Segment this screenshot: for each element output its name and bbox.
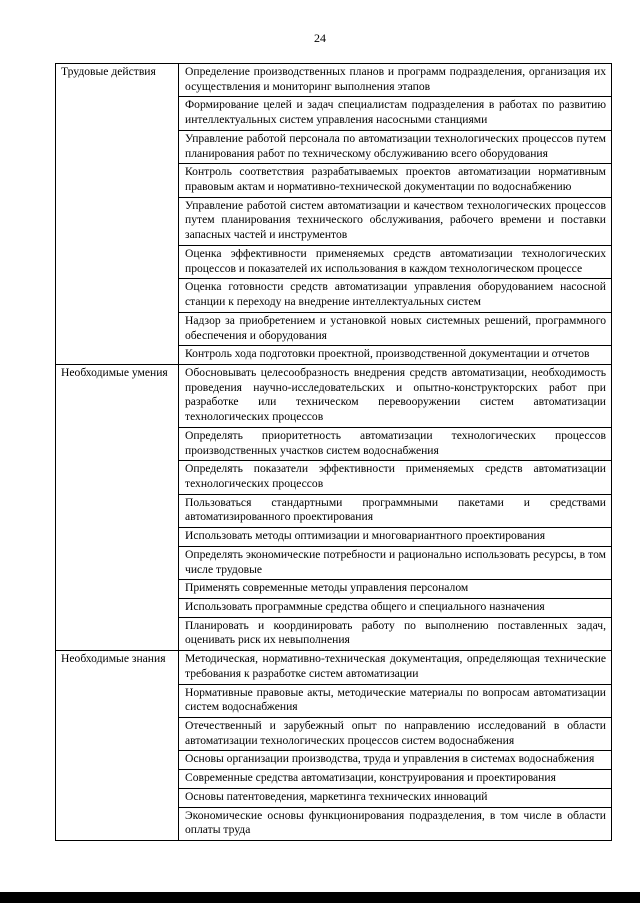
table-cell: Контроль хода подготовки проектной, производственной документации и отчетов bbox=[185, 347, 590, 361]
table-row bbox=[56, 64, 612, 365]
table-cell: Планировать и координировать работу по выполнению поставленных задач, оценивать риск их невыполнения bbox=[185, 618, 606, 647]
table-cell: Пользоваться стандартными программными пакетами и средствами автоматизированного проектирования bbox=[179, 495, 611, 528]
table-cell: Экономические основы функционирования подразделения, в том числе в области оплаты труда bbox=[185, 808, 606, 837]
table-cell: Основы организации производства, труда и управления в системах водоснабжения bbox=[179, 751, 611, 770]
group-label-required-knowledge: Необходимые знания bbox=[56, 651, 179, 841]
table-cell: Методическая, нормативно-техническая документация, определяющая технические требования к разработке систем автоматизации bbox=[179, 651, 611, 684]
table-cell: Отечественный и зарубежный опыт по направлению исследований в области автоматизации технологических процессов систем водоснабжения bbox=[179, 718, 611, 751]
group-items-labor-actions bbox=[179, 64, 612, 365]
page-bottom-rule bbox=[0, 892, 640, 903]
table-row bbox=[56, 651, 612, 841]
table-cell: Формирование целей и задач специалистам подразделения в работах по развитию интеллектуальных систем управления насосными станциями bbox=[179, 97, 611, 130]
table-cell: Применять современные методы управления персоналом bbox=[179, 580, 611, 599]
page-number: 24 bbox=[314, 31, 326, 45]
table-row bbox=[56, 364, 612, 650]
table-cell: Контроль соответствия разрабатываемых проектов автоматизации нормативным правовым актам и нормативно-технической документации по водоснабжению bbox=[179, 164, 611, 197]
table-cell: Определять экономические потребности и рационально использовать ресурсы, в том числе трудовые bbox=[179, 547, 611, 580]
group-label-required-skills: Необходимые умения bbox=[56, 364, 179, 650]
table-cell: Нормативные правовые акты, методические материалы по вопросам автоматизации систем водоснабжения bbox=[179, 685, 611, 718]
table-cell: Определять приоритетность автоматизации технологических процессов производственных участков систем водоснабжения bbox=[179, 428, 611, 461]
table-cell: Современные средства автоматизации, конструирования и проектирования bbox=[179, 770, 611, 789]
table-cell: Надзор за приобретением и установкой новых системных решений, программного обеспечения и оборудования bbox=[179, 313, 611, 346]
table-cell: Использовать программные средства общего и специального назначения bbox=[179, 599, 611, 618]
table-cell: Определение производственных планов и программ подразделения, организация их осуществления и мониторинг выполнения этапов bbox=[179, 64, 611, 97]
table-cell: Оценка эффективности применяемых средств автоматизации технологических процессов и показателей их использования в каждом технологическом процессе bbox=[179, 246, 611, 279]
group-items-required-skills bbox=[179, 364, 612, 650]
table-cell: Оценка готовности средств автоматизации управления оборудованием насосной станции к переходу на внедрение интеллектуальных систем bbox=[179, 279, 611, 312]
group-items-required-knowledge bbox=[179, 651, 612, 841]
requirements-table bbox=[55, 63, 612, 841]
table-cell: Использовать методы оптимизации и многовариантного проектирования bbox=[179, 528, 611, 547]
table-cell: Управление работой персонала по автоматизации технологических процессов путем планирования работ по техническому обслуживанию всего оборудования bbox=[179, 131, 611, 164]
group-label-labor-actions: Трудовые действия bbox=[56, 64, 179, 365]
table-cell: Управление работой систем автоматизации и качеством технологических процессов путем планирования технического обслуживания, рабочего времени и поставки запасных частей и инструментов bbox=[179, 198, 611, 246]
table-cell: Обосновывать целесообразность внедрения средств автоматизации, необходимость проведения научно-исследовательских и опытно-конструкторских работ при разработке или техническом перевооружении систем автоматизации технологических процессов bbox=[179, 365, 611, 428]
table-cell: Основы патентоведения, маркетинга технических инноваций bbox=[179, 789, 611, 808]
table-cell: Определять показатели эффективности применяемых средств автоматизации технологических процессов bbox=[179, 461, 611, 494]
